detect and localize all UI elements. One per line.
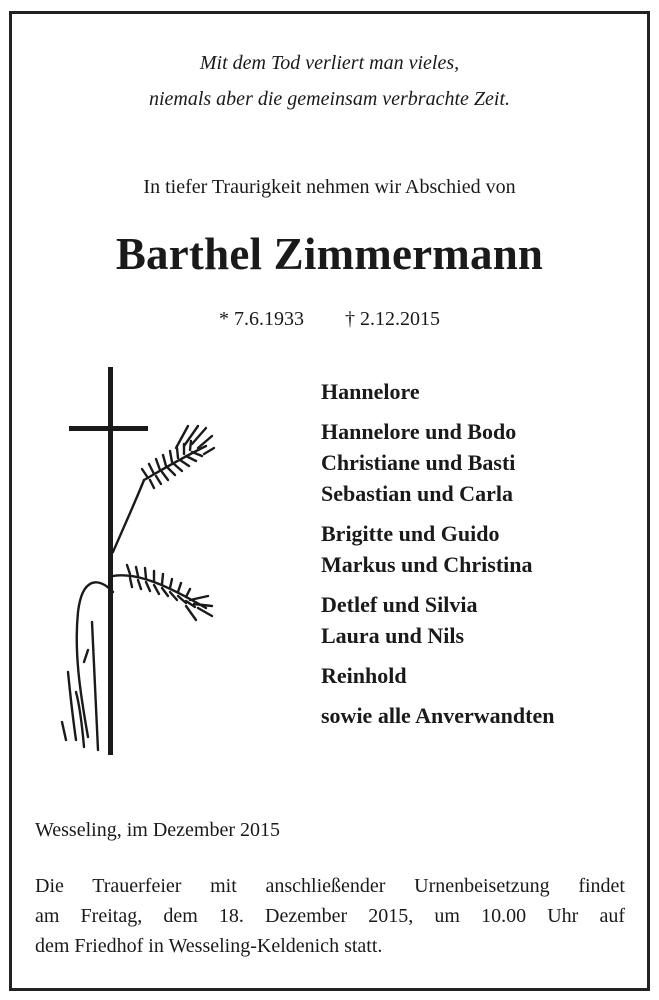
family-member: Sebastian und Carla xyxy=(321,481,513,506)
life-dates xyxy=(0,308,659,331)
motto-line: Mit dem Tod verliert man vieles, xyxy=(199,52,460,74)
birth-date: * 7.6.1933 xyxy=(219,308,304,330)
motto-line: niemals aber die gemeinsam verbrachte Zeit. xyxy=(148,88,511,110)
family-member: Detlef und Silvia xyxy=(321,592,478,617)
family-member: Brigitte und Guido xyxy=(321,521,500,546)
family-member: sowie alle Anverwandten xyxy=(321,703,555,728)
family-list xyxy=(321,376,554,740)
family-member: Reinhold xyxy=(321,663,407,688)
death-date: † 2.12.2015 xyxy=(345,308,440,330)
family-group xyxy=(321,700,554,731)
family-member: Hannelore xyxy=(321,379,420,404)
family-group xyxy=(321,518,554,580)
deceased-name: Barthel Zimmermann xyxy=(115,229,544,279)
place-date: Wesseling, im Dezember 2015 xyxy=(35,819,280,841)
family-member: Laura und Nils xyxy=(321,623,465,648)
family-member: Markus und Christina xyxy=(321,552,533,577)
notice-line: Die Trauerfeier mit anschließender Urnenbeisetzung findet xyxy=(35,875,625,897)
funeral-notice xyxy=(35,871,625,961)
intro-text: In tiefer Traurigkeit nehmen wir Abschied von xyxy=(143,176,516,198)
notice-line: dem Friedhof in Wesseling-Keldenich statt. xyxy=(35,935,383,957)
family-group xyxy=(321,376,554,407)
family-member: Christiane und Basti xyxy=(321,450,516,475)
family-group xyxy=(321,416,554,509)
family-member: Hannelore und Bodo xyxy=(321,419,517,444)
family-group xyxy=(321,660,554,691)
family-group xyxy=(321,589,554,651)
cross-with-wheat-icon xyxy=(58,362,218,762)
motto xyxy=(0,45,659,117)
notice-line: am Freitag, dem 18. Dezember 2015, um 10.00 Uhr auf xyxy=(35,905,625,927)
